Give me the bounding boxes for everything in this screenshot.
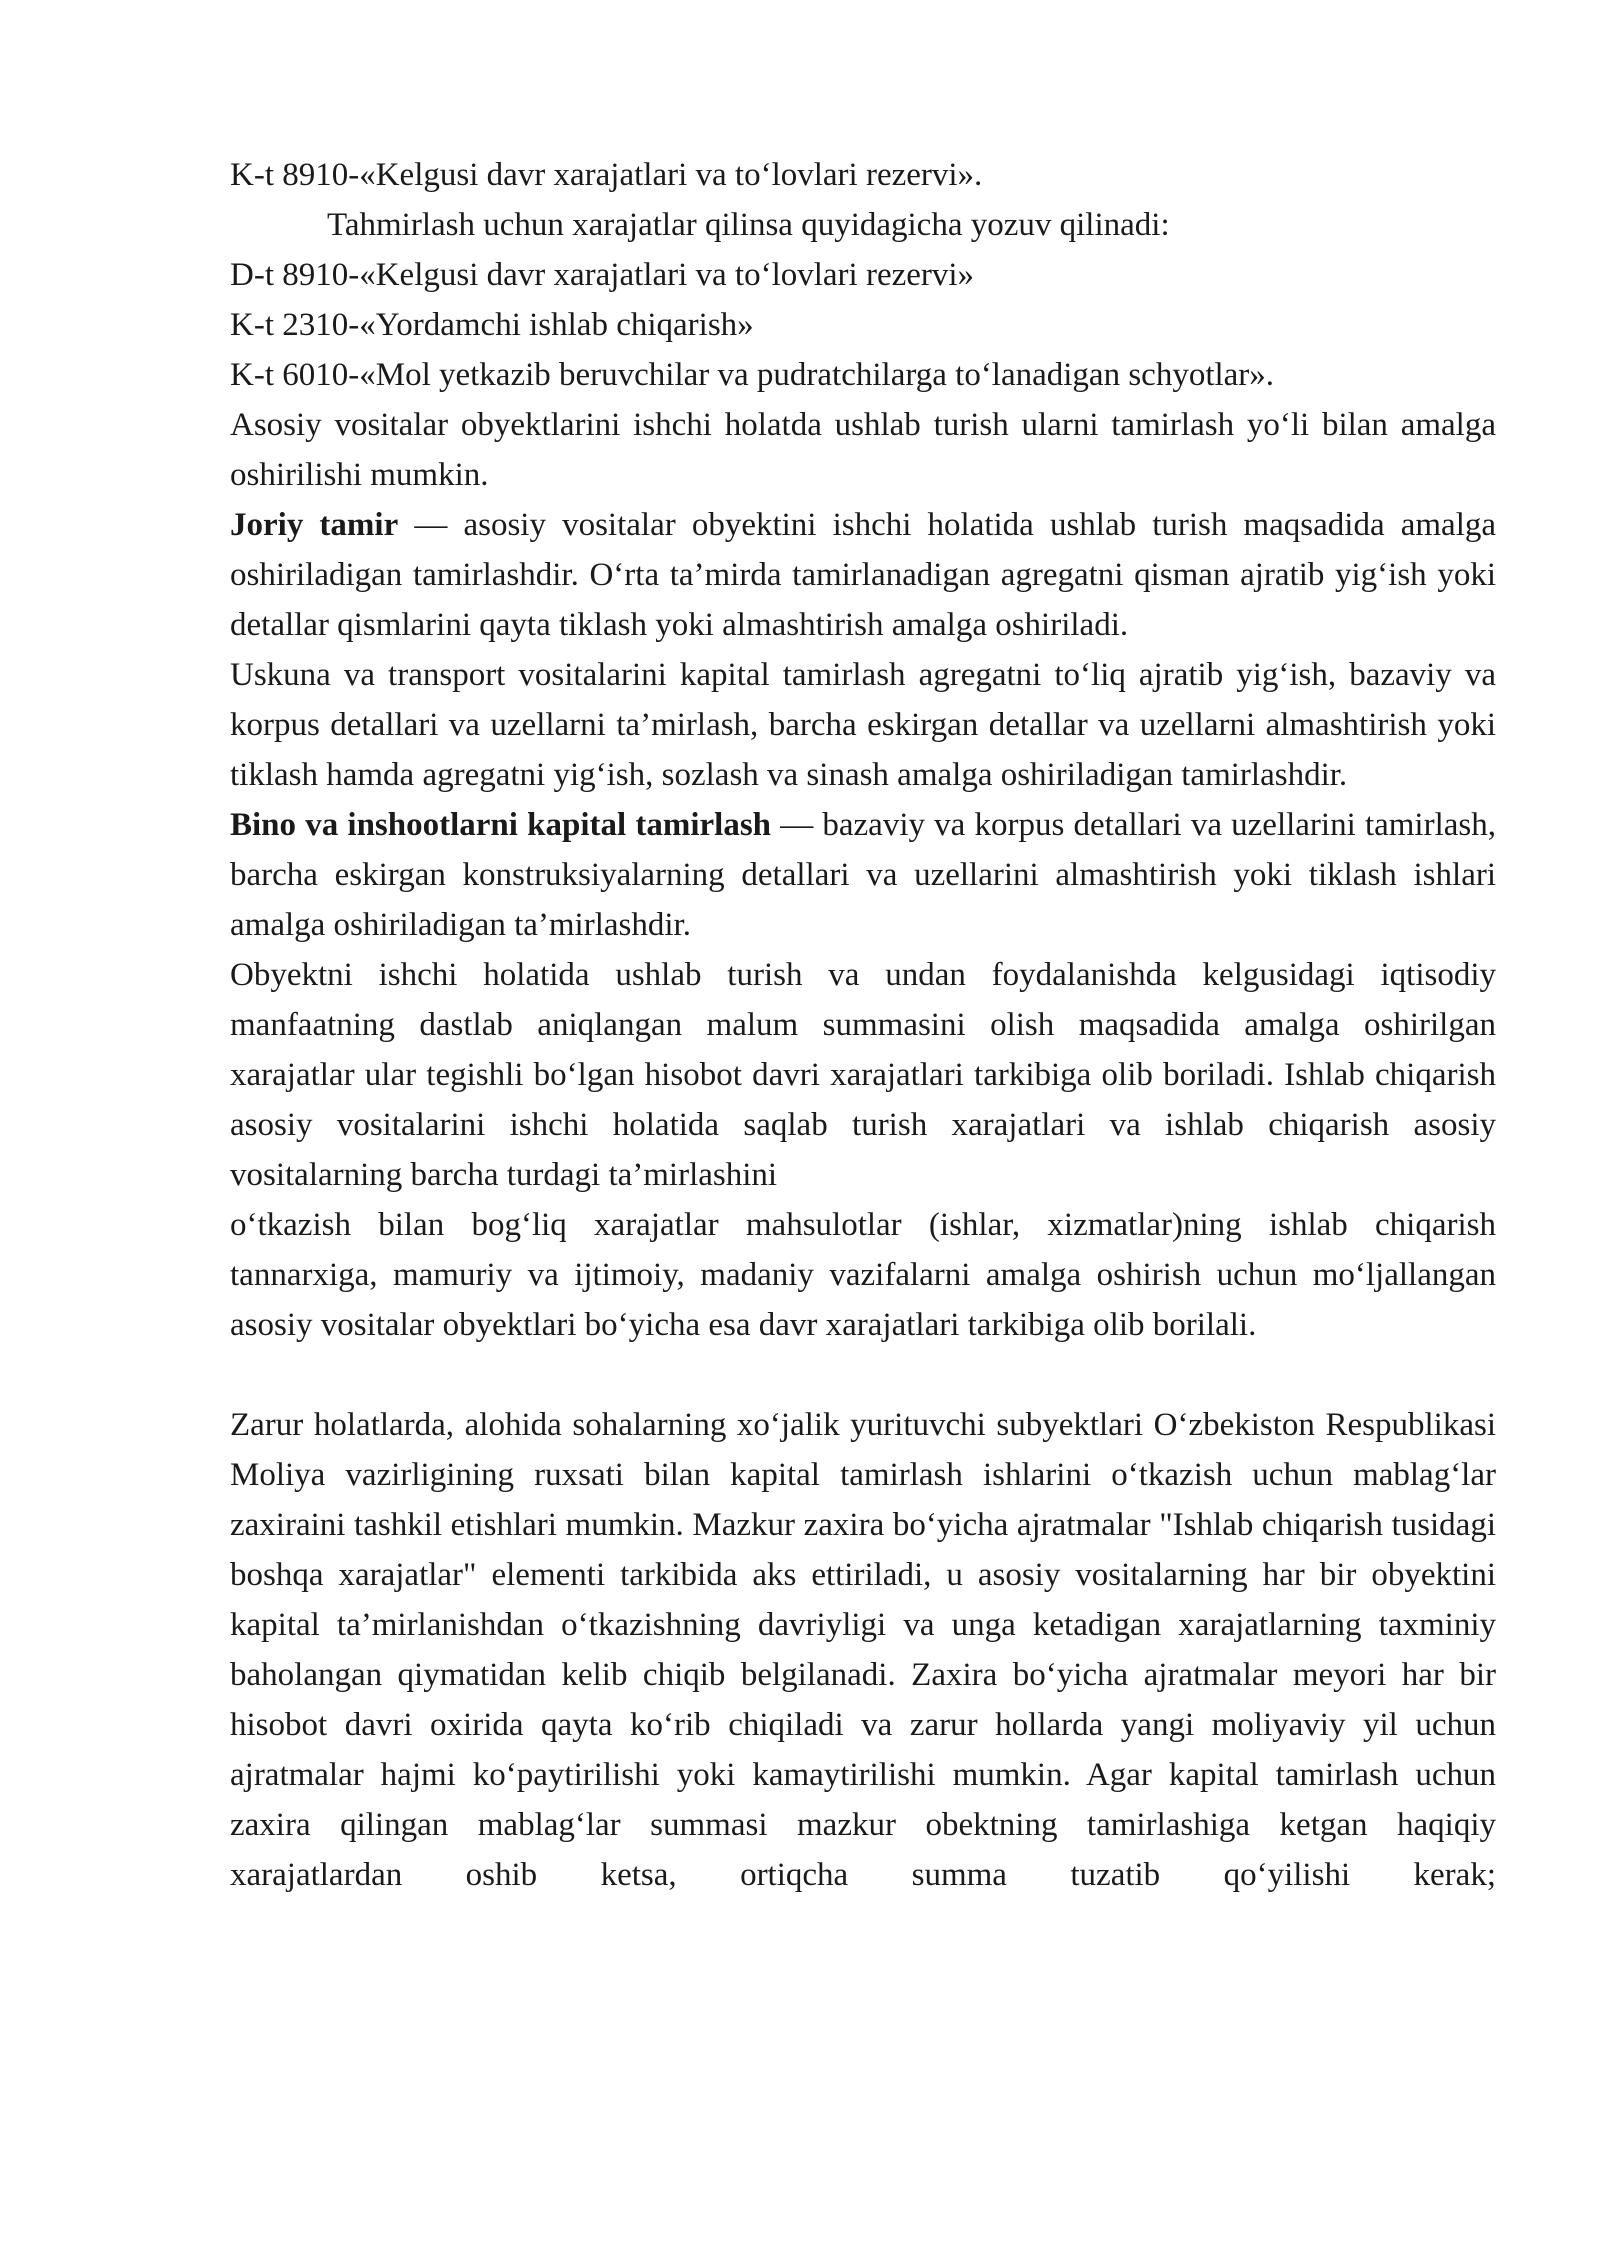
paragraph-maintenance: Asosiy vositalar obyektlarini ishchi holatda ushlab turish ularni tamirlash yo‘li bilan amalga oshirilishi mumkin. [230,407,1496,493]
paragraph-equipment-repair: Uskuna va transport vositalarini kapital tamirlash agregatni to‘liq ajratib yig‘ish, bazaviy va korpus detallari va uzellarni ta’mirlash, barcha eskirgan detallar va uzellarni almashtirish yoki tiklash hamda agregatni yig‘ish, sozlash va sinash amalga oshiriladigan tamirlashdir. [230,657,1496,793]
paragraph-costs-part1: Obyektni ishchi holatida ushlab turish va undan foydalanishda kelgusidagi iqtisodiy manfaatning dastlab aniqlangan malum summasini olish maqsadida amalga oshirilgan xarajatlar ular tegishli bo‘lgan hisobot davri xarajatlari tarkibiga olib boriladi. Ishlab chiqarish asosiy vositalarini ishchi holatida saqlab turish xarajatlari va ishlab chiqarish asosiy vositalarning barcha turdagi ta’mirlashini [230,957,1496,1193]
paragraph-costs-part2: o‘tkazish bilan bog‘liq xarajatlar mahsulotlar (ishlar, xizmatlar)ning ishlab chiqarish tannarxiga, mamuriy va ijtimoiy, madaniy vazifalarni amalga oshirish uchun mo‘ljallangan asosiy vositalar obyektlari bo‘yicha esa davr xarajatlari tarkibiga olib borilali. [230,1207,1496,1343]
current-repair-definition: — asosiy vositalar obyektini ishchi holatida ushlab turish maqsadida amalga oshiriladigan tamirlashdir. O‘rta ta’mirda tamirlanadigan agregatni qisman ajratib yig‘ish yoki detallar qismlarini qayta tiklash yoki almashtirish amalga oshiriladi. [230,507,1497,643]
entry-dt-8910: D-t 8910-«Kelgusi davr xarajatlari va to‘lovlari rezervi» [230,257,975,293]
term-building-repair: Bino va inshootlarni kapital tamirlash [230,807,772,843]
document-page [230,150,1496,1900]
paragraph-building-repair [230,800,1496,950]
entry-kt-8910: K-t 8910-«Kelgusi davr xarajatlari va to‘lovlari rezervi». [230,157,983,193]
repair-entry-intro: Tahmirlash uchun xarajatlar qilinsa quyidagicha yozuv qilinadi: [327,207,1170,243]
building-repair-definition: — bazaviy va korpus detallari va uzellarini tamirlash, barcha eskirgan konstruksiyalarning detallari va uzellarini almashtirish yoki tiklash ishlari amalga oshiriladigan ta’mirlashdir. [230,807,1496,943]
paragraph-current-repair [230,500,1496,650]
entry-kt-6010: K-t 6010-«Mol yetkazib beruvchilar va pudratchilarga to‘lanadigan schyotlar». [230,357,1275,393]
entry-kt-2310: K-t 2310-«Yordamchi ishlab chiqarish» [230,307,754,343]
paragraph-reserve: Zarur holatlarda, alohida sohalarning xo‘jalik yurituvchi subyektlari O‘zbekiston Respublikasi Moliya vazirligining ruxsati bilan kapital tamirlash ishlarini o‘tkazish uchun mablag‘lar zaxiraini tashkil etishlari mumkin. Mazkur zaxira bo‘yicha ajratmalar "Ishlab chiqarish tusidagi boshqa xarajatlar" elementi tarkibida aks ettiriladi, u asosiy vositalarning har bir obyektini kapital ta’mirlanishdan o‘tkazishning davriyligi va unga ketadigan xarajatlarning taxminiy baholangan qiymatidan kelib chiqib belgilanadi. Zaxira bo‘yicha ajratmalar meyori har bir hisobot davri oxirida qayta ko‘rib chiqiladi va zarur hollarda yangi moliyaviy yil uchun ajratmalar hajmi ko‘paytirilishi yoki kamaytirilishi mumkin. Agar kapital tamirlash uchun zaxira qilingan mablag‘lar summasi mazkur obektning tamirlashiga ketgan haqiqiy xarajatlardan oshib ketsa, ortiqcha summa tuzatib qo‘yilishi kerak; [230,1407,1496,1893]
term-current-repair: Joriy tamir [230,507,399,543]
